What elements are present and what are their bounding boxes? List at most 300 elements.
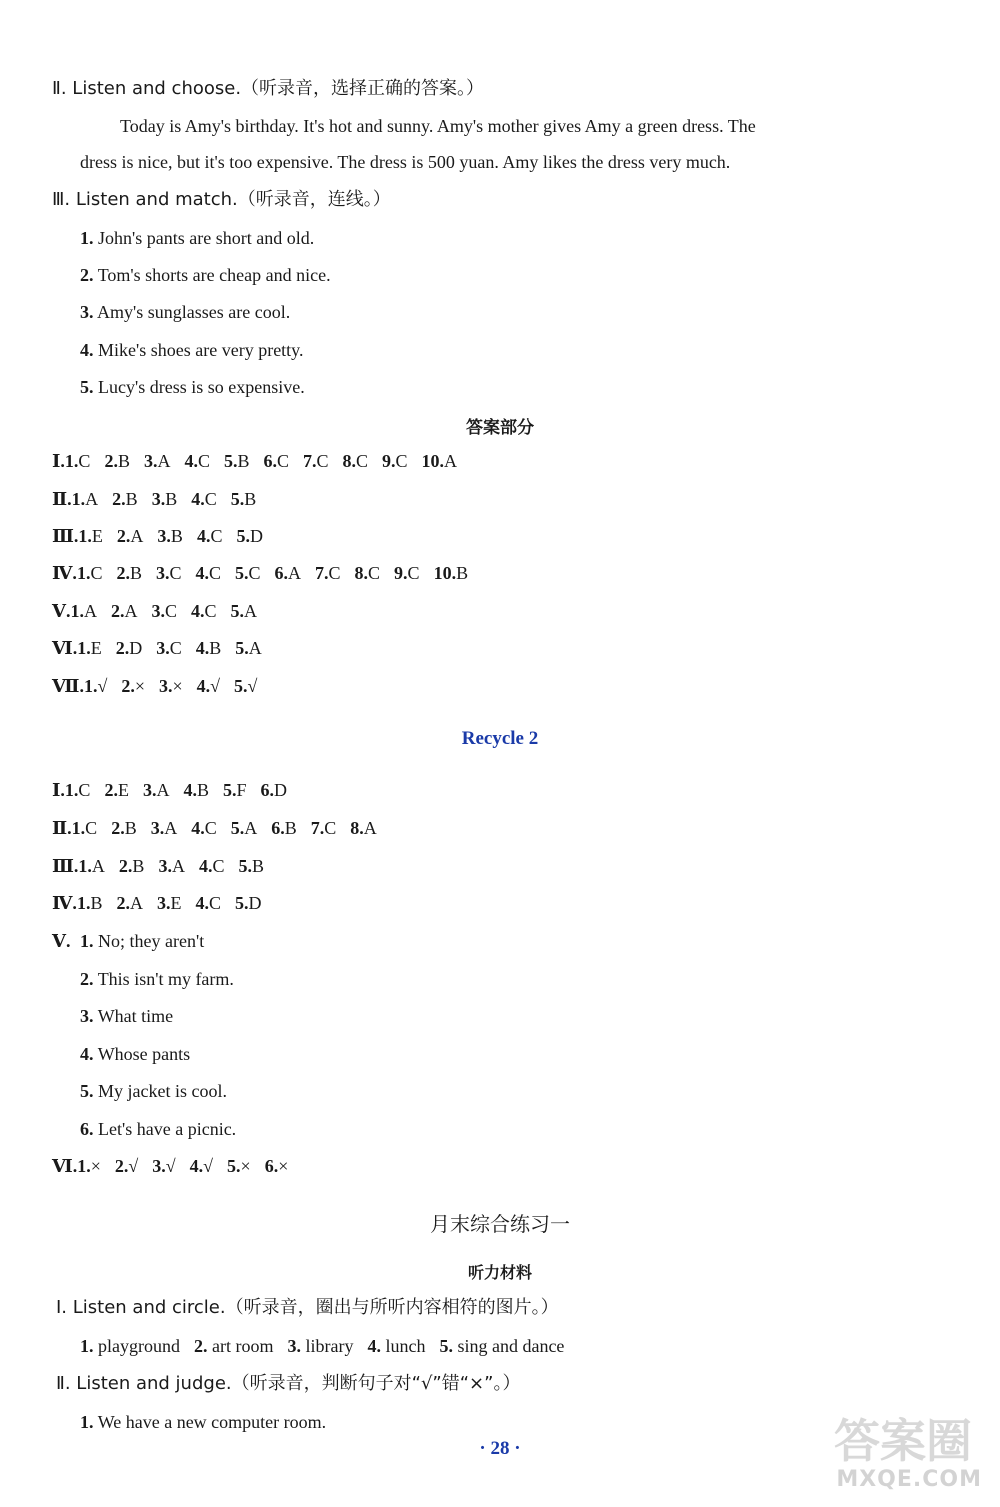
answer-number: 1. bbox=[70, 601, 84, 621]
listen-circle-item bbox=[194, 1336, 273, 1356]
answer-value: C bbox=[204, 818, 217, 838]
answer-value: A bbox=[130, 526, 144, 546]
answer-number: 1. bbox=[64, 780, 79, 800]
answer-number: 2. bbox=[112, 489, 126, 509]
item-text: Tom's shorts are cheap and nice. bbox=[97, 265, 331, 285]
item-text: Amy's sunglasses are cool. bbox=[97, 302, 291, 322]
answer-item bbox=[116, 638, 143, 658]
answer-row bbox=[52, 637, 276, 659]
answer-value: A bbox=[444, 451, 458, 471]
item-number: 5. bbox=[439, 1336, 453, 1356]
answer-row bbox=[52, 600, 271, 622]
answer-value: C bbox=[407, 563, 420, 583]
answer-value: A bbox=[83, 601, 97, 621]
match-item bbox=[80, 227, 314, 249]
answer-value: B bbox=[125, 489, 138, 509]
answer-item bbox=[231, 818, 258, 838]
answer-number: 5. bbox=[235, 563, 249, 583]
match-item bbox=[80, 376, 305, 398]
answer-item bbox=[157, 893, 182, 913]
roman-numeral: Ⅲ. bbox=[52, 856, 79, 876]
monthly-section-1-heading: Ⅰ. Listen and circle.（听录音，圈出与所听内容相符的图片。） bbox=[56, 1297, 559, 1318]
answer-number: 3. bbox=[158, 856, 172, 876]
answer-number: 3. bbox=[151, 601, 165, 621]
answer-number: 4. bbox=[190, 601, 205, 621]
answer-item bbox=[104, 451, 130, 471]
monthly-section-1-items bbox=[80, 1335, 578, 1357]
recycle-s5-item bbox=[80, 968, 234, 990]
answer-item bbox=[271, 818, 297, 838]
answer-number: 2. bbox=[104, 780, 118, 800]
recycle-row bbox=[52, 855, 278, 877]
roman-numeral: Ⅰ. bbox=[52, 451, 65, 471]
item-number: 5. bbox=[80, 1081, 94, 1101]
answer-item bbox=[303, 451, 329, 471]
answer-value: B bbox=[237, 451, 250, 471]
answer-number: 1. bbox=[76, 563, 91, 583]
recycle-section-6 bbox=[52, 1155, 302, 1177]
answer-value: C bbox=[204, 489, 217, 509]
section-3-heading: Ⅲ. Listen and match.（听录音，连线。） bbox=[52, 189, 391, 210]
answer-number: 4. bbox=[196, 526, 211, 546]
answer-value: × bbox=[172, 676, 183, 696]
answer-item bbox=[77, 638, 102, 658]
answer-item bbox=[199, 856, 225, 876]
item-number: 2. bbox=[193, 1336, 208, 1356]
answer-value: B bbox=[90, 893, 103, 913]
answer-item bbox=[72, 818, 98, 838]
listen-circle-item bbox=[287, 1336, 353, 1356]
answer-number: 4. bbox=[183, 780, 197, 800]
answer-number: 7. bbox=[310, 818, 325, 838]
answer-value: C bbox=[208, 893, 221, 913]
item-text: library bbox=[305, 1336, 354, 1356]
recycle-2-title: Recycle 2 bbox=[461, 728, 539, 749]
answer-value: C bbox=[324, 818, 337, 838]
item-text: This isn't my farm. bbox=[97, 969, 234, 989]
answer-value: B bbox=[284, 818, 297, 838]
answer-item bbox=[143, 780, 170, 800]
answer-number: 1. bbox=[64, 451, 79, 471]
answer-value: A bbox=[124, 601, 138, 621]
answer-number: 6. bbox=[263, 451, 277, 471]
item-number: 6. bbox=[80, 1119, 94, 1139]
roman-numeral: Ⅵ. bbox=[52, 1156, 78, 1176]
item-text: playground bbox=[98, 1336, 180, 1356]
answer-number: 8. bbox=[350, 818, 364, 838]
listen-circle-item bbox=[367, 1336, 425, 1356]
answer-item bbox=[156, 563, 182, 583]
watermark bbox=[782, 1405, 982, 1495]
answer-item bbox=[231, 601, 258, 621]
passage-line-1: Today is Amy's birthday. It's hot and sunny. Amy's mother gives Amy a green dress. The bbox=[120, 116, 756, 136]
answer-value: B bbox=[244, 489, 257, 509]
answer-number: 2. bbox=[116, 526, 131, 546]
answer-value: × bbox=[240, 1156, 251, 1176]
section-2-heading: Ⅱ. Listen and choose.（听录音，选择正确的答案。） bbox=[52, 78, 485, 99]
answer-number: 2. bbox=[116, 563, 130, 583]
answer-item bbox=[77, 1156, 101, 1176]
answer-number: 4. bbox=[184, 451, 198, 471]
recycle-row bbox=[52, 892, 275, 914]
monthly-title: 月末综合练习一 bbox=[430, 1212, 570, 1236]
watermark-logo: 答案圈 bbox=[834, 1414, 972, 1468]
answer-value: C bbox=[316, 451, 329, 471]
answer-item bbox=[157, 526, 183, 546]
answer-item bbox=[78, 526, 103, 546]
item-text: art room bbox=[211, 1336, 274, 1356]
roman-numeral: Ⅳ. bbox=[52, 893, 77, 913]
answer-value: B bbox=[132, 856, 145, 876]
answer-value: D bbox=[248, 893, 262, 913]
answer-number: 3. bbox=[150, 818, 165, 838]
answer-item bbox=[434, 563, 469, 583]
answer-number: 5. bbox=[223, 451, 238, 471]
answer-value: A bbox=[91, 856, 105, 876]
answer-value: C bbox=[328, 563, 341, 583]
answer-item bbox=[422, 451, 458, 471]
answer-item bbox=[84, 676, 107, 696]
item-number: 1. bbox=[80, 1336, 94, 1356]
listen-circle-item bbox=[439, 1336, 564, 1356]
item-text: sing and dance bbox=[457, 1336, 565, 1356]
item-number: 4. bbox=[80, 1044, 94, 1064]
answer-number: 3. bbox=[155, 563, 170, 583]
recycle-section-5-roman: Ⅴ. bbox=[52, 931, 71, 951]
answer-value: B bbox=[251, 856, 264, 876]
recycle-s5-item bbox=[80, 1118, 236, 1140]
answer-item bbox=[260, 780, 287, 800]
item-text: John's pants are short and old. bbox=[98, 228, 315, 248]
answer-item bbox=[111, 818, 137, 838]
monthly-section-2-heading: Ⅱ. Listen and judge.（听录音，判断句子对“√”错“×”。） bbox=[56, 1373, 521, 1394]
answer-item bbox=[231, 489, 257, 509]
answer-item bbox=[197, 676, 220, 696]
answer-item bbox=[382, 451, 408, 471]
answer-item bbox=[144, 451, 171, 471]
answer-item bbox=[104, 780, 129, 800]
item-text: What time bbox=[97, 1006, 174, 1026]
item-text: Whose pants bbox=[97, 1044, 191, 1064]
match-item bbox=[80, 264, 331, 286]
recycle-row bbox=[52, 817, 391, 839]
answer-item bbox=[117, 526, 144, 546]
answer-number: 5. bbox=[230, 601, 244, 621]
answer-row bbox=[52, 675, 271, 697]
item-text: Mike's shoes are very pretty. bbox=[98, 340, 304, 360]
answer-number: 5. bbox=[234, 676, 248, 696]
answer-number: 1. bbox=[78, 526, 92, 546]
answer-number: 4. bbox=[191, 818, 205, 838]
answer-value: √ bbox=[247, 676, 258, 696]
answer-value: A bbox=[244, 601, 257, 621]
item-number: 2. bbox=[80, 265, 94, 285]
item-text: We have a new computer room. bbox=[97, 1412, 327, 1432]
answer-number: 1. bbox=[77, 1156, 91, 1176]
page-number: · 28 · bbox=[479, 1438, 521, 1459]
roman-numeral: Ⅶ. bbox=[52, 676, 84, 696]
answer-number: 5. bbox=[230, 489, 245, 509]
answer-item bbox=[121, 676, 145, 696]
answer-number: 10. bbox=[421, 451, 445, 471]
answer-item bbox=[112, 489, 138, 509]
answer-item bbox=[183, 780, 209, 800]
answer-value: B bbox=[196, 780, 209, 800]
recycle-s5-item bbox=[80, 1043, 190, 1065]
answer-number: 2. bbox=[118, 856, 133, 876]
answer-value: C bbox=[85, 818, 98, 838]
answer-value: C bbox=[78, 451, 91, 471]
answer-number: 3. bbox=[157, 526, 171, 546]
item-number: 1. bbox=[80, 1412, 94, 1432]
roman-numeral: Ⅵ. bbox=[52, 638, 78, 658]
answer-item bbox=[235, 638, 262, 658]
item-text: lunch bbox=[385, 1336, 426, 1356]
answer-number: 6. bbox=[274, 563, 289, 583]
answer-number: 6. bbox=[271, 818, 285, 838]
answer-number: 1. bbox=[71, 818, 86, 838]
answer-item bbox=[184, 451, 210, 471]
answer-item bbox=[227, 1156, 251, 1176]
answer-value: √ bbox=[97, 676, 108, 696]
answer-value: A bbox=[157, 451, 171, 471]
answer-number: 4. bbox=[191, 489, 205, 509]
answer-item bbox=[224, 451, 250, 471]
listen-circle-item bbox=[80, 1336, 180, 1356]
answer-row bbox=[52, 525, 277, 547]
answer-item bbox=[238, 856, 264, 876]
recycle-row bbox=[52, 779, 301, 801]
answer-item bbox=[223, 780, 247, 800]
answer-item bbox=[275, 563, 302, 583]
answer-value: A bbox=[244, 818, 258, 838]
answer-number: 2. bbox=[121, 676, 135, 696]
answer-value: C bbox=[169, 563, 182, 583]
answer-number: 5. bbox=[222, 780, 237, 800]
item-number: 3. bbox=[287, 1336, 301, 1356]
answer-value: C bbox=[204, 601, 217, 621]
answer-number: 8. bbox=[342, 451, 357, 471]
answer-number: 9. bbox=[394, 563, 408, 583]
roman-numeral: Ⅴ. bbox=[52, 601, 71, 621]
roman-numeral: Ⅱ. bbox=[52, 818, 72, 838]
answer-value: C bbox=[90, 563, 103, 583]
answer-item bbox=[156, 638, 182, 658]
answer-item bbox=[151, 601, 177, 621]
answer-item bbox=[190, 1156, 213, 1176]
answer-number: 5. bbox=[238, 856, 252, 876]
answer-value: D bbox=[249, 526, 263, 546]
item-number: 1. bbox=[80, 931, 94, 951]
answer-value: √ bbox=[128, 1156, 139, 1176]
answer-number: 7. bbox=[303, 451, 317, 471]
answer-value: C bbox=[212, 856, 225, 876]
answer-value: √ bbox=[203, 1156, 214, 1176]
answer-value: C bbox=[197, 451, 210, 471]
answer-item bbox=[65, 780, 91, 800]
answer-value: D bbox=[129, 638, 143, 658]
answer-item bbox=[191, 489, 217, 509]
answer-value: A bbox=[171, 856, 185, 876]
answer-number: 3. bbox=[159, 676, 173, 696]
answer-item bbox=[111, 601, 138, 621]
answer-number: 2. bbox=[116, 893, 130, 913]
answer-item bbox=[355, 563, 381, 583]
answer-item bbox=[265, 1156, 289, 1176]
answer-number: 5. bbox=[234, 893, 249, 913]
answer-item bbox=[315, 563, 341, 583]
answer-item bbox=[235, 563, 261, 583]
answer-number: 3. bbox=[156, 893, 171, 913]
item-number: 5. bbox=[80, 377, 94, 397]
item-number: 3. bbox=[80, 302, 94, 322]
answer-item bbox=[311, 818, 337, 838]
monthly-section-2-item-1 bbox=[80, 1411, 326, 1433]
answer-value: D bbox=[273, 780, 287, 800]
answer-number: 2. bbox=[110, 601, 125, 621]
recycle-s5-item bbox=[80, 1080, 227, 1102]
answer-number: 4. bbox=[198, 856, 213, 876]
answer-value: E bbox=[91, 526, 103, 546]
answer-item bbox=[236, 526, 263, 546]
answer-number: 9. bbox=[382, 451, 396, 471]
answer-value: C bbox=[164, 601, 177, 621]
answer-item bbox=[195, 893, 221, 913]
answer-number: 5. bbox=[227, 1156, 241, 1176]
answer-row bbox=[52, 450, 471, 472]
answer-item bbox=[234, 676, 257, 696]
answer-number: 10. bbox=[433, 563, 457, 583]
answer-value: A bbox=[164, 818, 178, 838]
answer-value: B bbox=[117, 451, 130, 471]
watermark-text: MXQE.COM bbox=[836, 1467, 982, 1492]
answer-item bbox=[115, 1156, 138, 1176]
answer-number: 1. bbox=[78, 856, 92, 876]
answer-value: A bbox=[129, 893, 143, 913]
answer-item bbox=[196, 638, 222, 658]
answer-item bbox=[152, 1156, 175, 1176]
item-number: 3. bbox=[80, 1006, 94, 1026]
answer-number: 5. bbox=[230, 818, 245, 838]
answer-item bbox=[72, 489, 99, 509]
item-text: Lucy's dress is so expensive. bbox=[98, 377, 305, 397]
answer-number: 8. bbox=[354, 563, 369, 583]
answer-value: A bbox=[156, 780, 170, 800]
answer-value: B bbox=[456, 563, 469, 583]
answer-item bbox=[235, 893, 262, 913]
answer-number: 4. bbox=[195, 638, 210, 658]
roman-numeral: Ⅲ. bbox=[52, 526, 79, 546]
answer-number: 3. bbox=[151, 489, 166, 509]
answer-item bbox=[263, 451, 289, 471]
answer-value: C bbox=[248, 563, 261, 583]
answer-value: × bbox=[278, 1156, 289, 1176]
answer-number: 2. bbox=[115, 638, 130, 658]
answer-value: C bbox=[395, 451, 408, 471]
answer-row bbox=[52, 562, 482, 584]
item-text: No; they aren't bbox=[98, 931, 205, 951]
answer-number: 7. bbox=[315, 563, 329, 583]
monthly-subheading: 听力材料 bbox=[467, 1263, 532, 1282]
answer-number: 1. bbox=[76, 893, 91, 913]
answer-number: 1. bbox=[77, 638, 91, 658]
answer-value: E bbox=[170, 893, 182, 913]
answer-item bbox=[191, 818, 217, 838]
answer-number: 3. bbox=[156, 638, 170, 658]
answer-item bbox=[65, 451, 91, 471]
roman-numeral: Ⅳ. bbox=[52, 563, 77, 583]
answer-item bbox=[197, 526, 223, 546]
answer-value: C bbox=[78, 780, 91, 800]
answer-number: 1. bbox=[83, 676, 98, 696]
answer-value: B bbox=[129, 563, 142, 583]
answer-item bbox=[158, 856, 185, 876]
answer-item bbox=[116, 563, 142, 583]
passage-line-2: dress is nice, but it's too expensive. The dress is 500 yuan. Amy likes the dress very much. bbox=[80, 152, 731, 172]
match-item bbox=[80, 339, 304, 361]
answer-value: B bbox=[124, 818, 137, 838]
answer-value: √ bbox=[210, 676, 221, 696]
answer-value: B bbox=[170, 526, 183, 546]
answer-number: 2. bbox=[111, 818, 125, 838]
answer-heading: 答案部分 bbox=[466, 418, 534, 438]
item-number: 1. bbox=[80, 228, 94, 248]
answer-number: 4. bbox=[189, 1156, 204, 1176]
answer-value: A bbox=[248, 638, 262, 658]
roman-numeral: Ⅰ. bbox=[52, 780, 65, 800]
answer-value: × bbox=[90, 1156, 101, 1176]
answer-value: C bbox=[210, 526, 223, 546]
answer-number: 3. bbox=[142, 780, 157, 800]
answer-value: × bbox=[134, 676, 145, 696]
item-number: 4. bbox=[80, 340, 94, 360]
roman-numeral: Ⅱ. bbox=[52, 489, 72, 509]
answer-value: C bbox=[368, 563, 381, 583]
item-text: My jacket is cool. bbox=[98, 1081, 227, 1101]
answer-number: 5. bbox=[235, 638, 249, 658]
answer-number: 1. bbox=[71, 489, 86, 509]
answer-item bbox=[70, 601, 97, 621]
answer-item bbox=[191, 601, 217, 621]
answer-value: E bbox=[90, 638, 102, 658]
answer-value: A bbox=[288, 563, 302, 583]
answer-number: 4. bbox=[196, 676, 211, 696]
item-text: Let's have a picnic. bbox=[98, 1119, 237, 1139]
answer-item bbox=[78, 856, 105, 876]
answer-item bbox=[151, 818, 178, 838]
item-number: 4. bbox=[367, 1336, 381, 1356]
answer-item bbox=[77, 563, 103, 583]
recycle-s5-item bbox=[80, 1005, 173, 1027]
answer-item bbox=[195, 563, 221, 583]
item-number: 2. bbox=[80, 969, 94, 989]
answer-number: 2. bbox=[114, 1156, 129, 1176]
answer-item bbox=[394, 563, 420, 583]
recycle-s5-item bbox=[80, 930, 204, 952]
answer-item bbox=[159, 676, 183, 696]
answer-item bbox=[116, 893, 143, 913]
answer-item bbox=[152, 489, 178, 509]
answer-number: 4. bbox=[195, 563, 209, 583]
answer-value: B bbox=[209, 638, 222, 658]
answer-number: 2. bbox=[104, 451, 118, 471]
answer-value: √ bbox=[165, 1156, 176, 1176]
answer-item bbox=[119, 856, 145, 876]
answer-value: E bbox=[117, 780, 129, 800]
answer-value: A bbox=[363, 818, 377, 838]
answer-number: 3. bbox=[152, 1156, 166, 1176]
answer-number: 5. bbox=[236, 526, 250, 546]
